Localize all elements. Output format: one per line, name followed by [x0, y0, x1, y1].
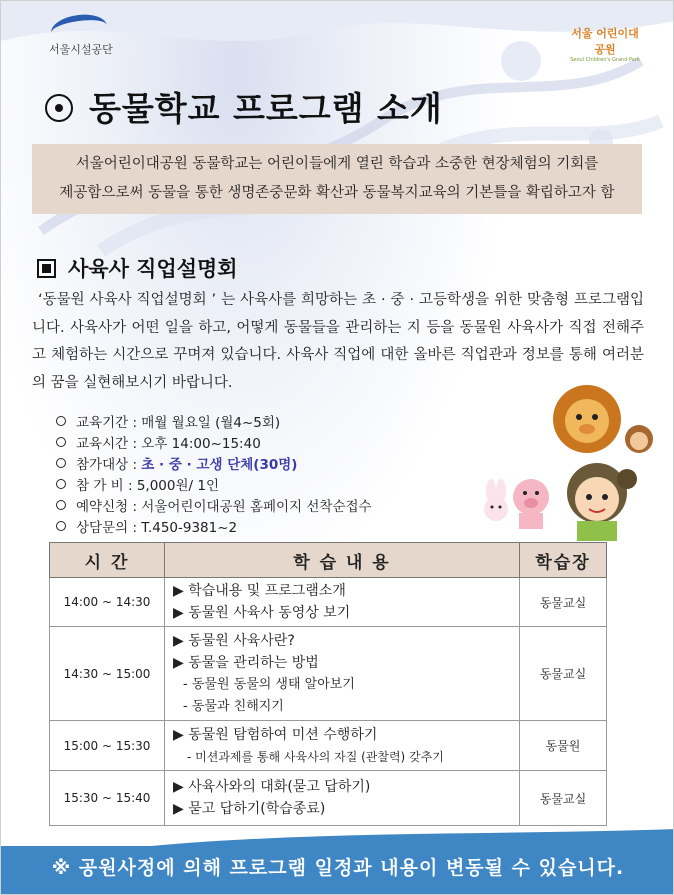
square-bullet-icon	[37, 259, 56, 278]
footer-notice: ※ 공원사정에 의해 프로그램 일정과 내용이 변동될 수 있습니다.	[1, 846, 674, 895]
page-title	[45, 83, 443, 130]
circle-bullet-icon	[56, 416, 66, 426]
row-content: ▶ 동물원 사육사란? ▶ 동물을 관리하는 방법 - 동물원 동물의 생태 알아보기 - 동물과 친해지기	[165, 627, 520, 721]
circle-bullet-icon	[56, 479, 66, 489]
row-place: 동물원	[520, 721, 607, 771]
info-reservation: 예약신청 : 서울어린이대공원 홈페이지 선착순접수	[56, 497, 372, 518]
row-time: 14:30 ~ 15:00	[50, 627, 165, 721]
header-place: 학습장	[520, 543, 607, 578]
row-place: 동물교실	[520, 771, 607, 826]
header-time: 시 간	[50, 543, 165, 578]
section-title-text: 사육사 직업설명회	[68, 257, 238, 281]
circle-bullet-icon	[56, 437, 66, 447]
row-content: ▶ 동물원 탐험하여 미션 수행하기 - 미션과제를 통해 사육사의 자질 (관찰력) 갖추기	[165, 721, 520, 771]
row-place: 동물교실	[520, 627, 607, 721]
logo-right-text: 서울 어린이대공원	[571, 27, 639, 56]
row-content: ▶ 학습내용 및 프로그램소개 ▶ 동물원 사육사 동영상 보기	[165, 578, 520, 627]
row-place: 동물교실	[520, 578, 607, 627]
program-description: ‘동물원 사육사 직업설명회 ’ 는 사육사를 희망하는 초 · 중 · 고등학생을 위한 맞춤형 프로그램입니다. 사육사가 어떤 일을 하고, 어떻게 동물들을 관리하는 지 등을 동물원 사육사가 직접 전해주고 체험하는 시간으로 꾸며져 있습니다. 사육사 직업에 대한 올바른 직업관과 정보를 통해 여러분의 꿈을 실현해보시기 바랍니다.	[32, 292, 644, 391]
row-content: ▶ 사육사와의 대화(묻고 답하기) ▶ 묻고 답하기(학습종료)	[165, 771, 520, 826]
row-time: 15:00 ~ 15:30	[50, 721, 165, 771]
row-time: 14:00 ~ 14:30	[50, 578, 165, 627]
schedule-table	[49, 542, 607, 826]
row-time: 15:30 ~ 15:40	[50, 771, 165, 826]
logo-left-text: 서울시설공단	[49, 43, 113, 56]
childrens-park-logo	[567, 25, 643, 63]
table-row	[50, 578, 607, 627]
section-title	[37, 253, 238, 283]
info-time: 교육시간 : 오후 14:00~15:40	[56, 434, 372, 455]
intro-line-1: 서울어린이대공원 동물학교는 어린이들에게 열린 학습과 소중한 현장체험의 기회를	[75, 156, 599, 172]
schedule-header-row	[50, 543, 607, 578]
intro-line-2: 제공함으로써 동물을 통한 생명존중문화 확산과 동물복지교육의 기본틀을 확립하고자 함	[59, 185, 615, 201]
circle-dot-icon	[45, 94, 73, 122]
info-list	[56, 413, 372, 539]
table-row	[50, 627, 607, 721]
info-fee: 참 가 비 : 5,000원/ 1인	[56, 476, 372, 497]
target-highlight: 초 · 중 · 고생 단체(30명)	[141, 457, 298, 473]
intro-box	[32, 144, 642, 214]
circle-bullet-icon	[56, 458, 66, 468]
seoul-facilities-logo	[43, 15, 123, 63]
header-content: 학 습 내 용	[165, 543, 520, 578]
cartoon-characters-illustration	[469, 381, 669, 541]
info-inquiry: 상담문의 : T.450-9381~2	[56, 518, 372, 539]
page-title-text: 동물학교 프로그램 소개	[89, 89, 443, 128]
circle-bullet-icon	[56, 521, 66, 531]
table-row	[50, 721, 607, 771]
logo-right-subtext: Seoul Children's Grand Park	[570, 57, 640, 63]
circle-bullet-icon	[56, 500, 66, 510]
table-row	[50, 771, 607, 826]
info-target: 참가대상 : 초 · 중 · 고생 단체(30명)	[56, 455, 372, 476]
info-period: 교육기간 : 매월 월요일 (월4~5회)	[56, 413, 372, 434]
